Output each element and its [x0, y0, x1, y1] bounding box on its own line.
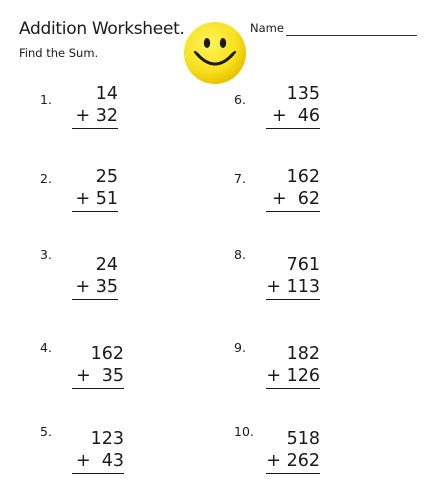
problem-bottom-addend: + 51 [75, 189, 118, 209]
answer-line [266, 128, 320, 129]
worksheet-title: Addition Worksheet. [19, 19, 185, 39]
smiley-face-icon [183, 21, 247, 85]
worksheet-instructions: Find the Sum. [19, 46, 99, 60]
problem-stack [266, 83, 320, 129]
answer-line [266, 388, 320, 389]
problem-bottom-addend: + 35 [75, 277, 118, 297]
problem-stack [72, 343, 124, 389]
problem-bottom-addend: + 43 [75, 451, 124, 471]
answer-line [72, 388, 124, 389]
problem-number: 4. [40, 340, 52, 355]
answer-line [72, 128, 118, 129]
problem-top-addend: 135 [286, 84, 320, 104]
problem-top-addend: 182 [286, 344, 320, 364]
name-field-line[interactable] [286, 35, 417, 36]
problem-stack [266, 428, 320, 474]
name-label: Name [250, 21, 284, 35]
problem-stack [72, 83, 118, 129]
problem-top-addend: 518 [286, 429, 320, 449]
problem-bottom-addend: + 113 [266, 277, 320, 297]
problem-number: 8. [234, 247, 246, 262]
problem-bottom-addend: + 35 [75, 366, 124, 386]
answer-line [72, 299, 118, 300]
problem-stack [72, 166, 118, 212]
problem-number: 7. [234, 171, 246, 186]
answer-line [266, 211, 320, 212]
problem-number: 1. [40, 92, 52, 107]
problem-number: 5. [40, 424, 52, 439]
problem-top-addend: 162 [286, 167, 320, 187]
answer-line [72, 211, 118, 212]
problem-number: 10. [234, 424, 254, 439]
answer-line [266, 299, 320, 300]
problem-top-addend: 25 [95, 167, 118, 187]
problem-bottom-addend: + 46 [271, 106, 320, 126]
problem-stack [266, 343, 320, 389]
problem-bottom-addend: + 62 [271, 189, 320, 209]
problem-stack [72, 428, 124, 474]
problem-stack [266, 166, 320, 212]
answer-line [72, 473, 124, 474]
problem-top-addend: 14 [95, 84, 118, 104]
problem-stack [266, 254, 320, 300]
problem-top-addend: 761 [286, 255, 320, 275]
problem-number: 6. [234, 92, 246, 107]
problem-number: 9. [234, 340, 246, 355]
problem-bottom-addend: + 32 [75, 106, 118, 126]
problem-top-addend: 123 [90, 429, 124, 449]
problem-bottom-addend: + 126 [266, 366, 320, 386]
problem-number: 3. [40, 247, 52, 262]
problem-number: 2. [40, 171, 52, 186]
problem-stack [72, 254, 118, 300]
problem-bottom-addend: + 262 [266, 451, 320, 471]
problem-top-addend: 24 [95, 255, 118, 275]
answer-line [266, 473, 320, 474]
problem-top-addend: 162 [90, 344, 124, 364]
